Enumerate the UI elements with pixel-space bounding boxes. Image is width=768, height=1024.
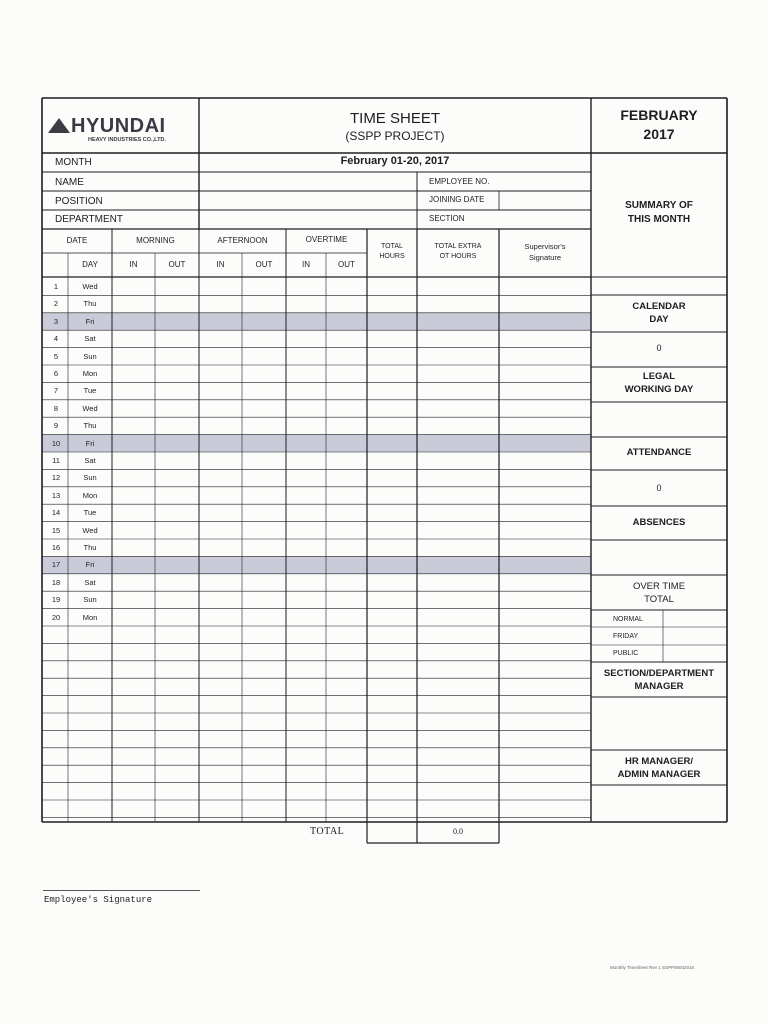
- row-day: Sun: [83, 473, 97, 483]
- row-day: Sat: [84, 456, 96, 465]
- header-overtime-out: OUT: [338, 260, 355, 269]
- calendar-day-value: 0: [656, 343, 662, 353]
- calendar-day-label-1: CALENDAR: [632, 301, 686, 312]
- row-day: Wed: [82, 282, 98, 291]
- row-date: 12: [51, 473, 61, 483]
- friday-row-highlight: [42, 435, 591, 452]
- header-overtime-in: IN: [302, 260, 310, 269]
- position-label: POSITION: [55, 196, 103, 207]
- header-overtime: OVERTIME: [305, 235, 348, 244]
- row-day: Tue: [83, 508, 97, 518]
- friday-row-highlight: [42, 313, 591, 330]
- row-day: Fri: [85, 560, 95, 570]
- calendar-day-label-2: DAY: [649, 314, 669, 325]
- row-date: 14: [51, 508, 61, 518]
- header-afternoon: AFTERNOON: [217, 236, 268, 245]
- row-day: Thu: [83, 299, 97, 309]
- row-day: Mon: [82, 612, 98, 622]
- header-supervisor-1: Supervisor's: [524, 242, 566, 251]
- legal-working-day-label-1: LEGAL: [642, 371, 676, 382]
- month-label: MONTH: [55, 157, 92, 168]
- header-day: DAY: [82, 260, 98, 269]
- row-day: Wed: [82, 525, 98, 535]
- hyundai-logo-icon: [48, 118, 70, 133]
- header-afternoon-out: OUT: [255, 260, 273, 269]
- overtime-total-label-1: OVER TIME: [632, 581, 686, 592]
- row-date: 18: [51, 577, 61, 587]
- friday-row-highlight: [42, 556, 591, 573]
- row-day: Sat: [84, 577, 96, 587]
- row-date: 3: [53, 316, 59, 326]
- overtime-normal-label: NORMAL: [613, 616, 643, 623]
- attendance-label: ATTENDANCE: [626, 447, 692, 458]
- overtime-total-label-2: TOTAL: [644, 594, 674, 605]
- row-date: 17: [51, 560, 61, 570]
- row-day: Wed: [82, 403, 98, 413]
- hr-manager-label-2: ADMIN MANAGER: [617, 769, 701, 780]
- employee-no-label: EMPLOYEE NO.: [429, 177, 490, 186]
- row-day: Fri: [85, 316, 95, 326]
- row-day: Sun: [83, 351, 97, 361]
- row-date: 8: [53, 403, 59, 413]
- sheet-title: TIME SHEET: [349, 110, 440, 127]
- month-value: February 01-20, 2017: [340, 155, 450, 167]
- row-day: Thu: [83, 421, 97, 431]
- header-total-hours-2: HOURS: [379, 253, 405, 260]
- row-date: 2: [53, 299, 59, 309]
- row-date: 9: [53, 421, 59, 431]
- row-date: 1: [53, 282, 59, 291]
- absences-label: ABSENCES: [632, 517, 686, 528]
- row-day: Fri: [85, 438, 95, 448]
- row-date: 16: [51, 543, 61, 552]
- row-day: Tue: [83, 386, 97, 396]
- header-supervisor-2: Signature: [528, 253, 562, 262]
- section-label: SECTION: [429, 214, 465, 223]
- total-value: 0.0: [453, 827, 463, 836]
- attendance-value: 0: [656, 483, 662, 493]
- row-date: 4: [53, 334, 59, 344]
- header-total-hours-1: TOTAL: [381, 243, 403, 250]
- header-afternoon-in: IN: [216, 260, 225, 269]
- signature-line: [43, 890, 200, 891]
- row-day: Sat: [84, 334, 96, 344]
- header-morning-in: IN: [129, 260, 138, 269]
- overtime-friday-label: FRIDAY: [613, 633, 639, 640]
- section-manager-label-2: MANAGER: [634, 681, 684, 692]
- row-day: Mon: [82, 490, 98, 500]
- header-morning: MORNING: [136, 236, 175, 245]
- header-total-extra-1: TOTAL EXTRA: [434, 243, 482, 250]
- row-date: 6: [53, 369, 59, 378]
- header-total-extra-2: OT HOURS: [439, 253, 477, 260]
- hr-manager-label-1: HR MANAGER/: [624, 756, 694, 767]
- document-code: Monthly Timesheet Rev 1 SSPP06042016: [610, 965, 695, 970]
- row-date: 13: [51, 490, 61, 500]
- legal-working-day-label-2: WORKING DAY: [624, 384, 694, 395]
- joining-date-label: JOINING DATE: [429, 195, 485, 204]
- section-manager-label-1: SECTION/DEPARTMENT: [603, 668, 715, 679]
- employee-signature-label: Employee's Signature: [44, 895, 153, 905]
- summary-title-1: SUMMARY OF: [625, 200, 693, 211]
- row-date: 19: [51, 595, 61, 605]
- logo-subtext: HEAVY INDUSTRIES CO.,LTD.: [88, 137, 166, 143]
- summary-title-2: THIS MONTH: [627, 214, 691, 225]
- header-morning-out: OUT: [168, 260, 186, 269]
- row-day: Thu: [83, 543, 97, 552]
- row-date: 20: [51, 612, 61, 622]
- total-label: TOTAL: [310, 826, 345, 837]
- header-date: DATE: [66, 236, 88, 245]
- row-day: Mon: [82, 369, 98, 378]
- month-box-month: FEBRUARY: [620, 107, 698, 123]
- row-date: 11: [52, 456, 60, 465]
- overtime-public-label: PUBLIC: [613, 650, 639, 657]
- name-label: NAME: [55, 177, 84, 188]
- month-box-year: 2017: [643, 126, 675, 142]
- row-day: Sun: [83, 595, 97, 605]
- department-label: DEPARTMENT: [55, 214, 123, 225]
- logo-text: HYUNDAI: [71, 115, 166, 137]
- row-date: 7: [53, 386, 59, 396]
- row-date: 15: [51, 525, 61, 535]
- row-date: 10: [51, 438, 61, 448]
- row-date: 5: [53, 351, 59, 361]
- sheet-subtitle: (SSPP PROJECT): [345, 129, 445, 143]
